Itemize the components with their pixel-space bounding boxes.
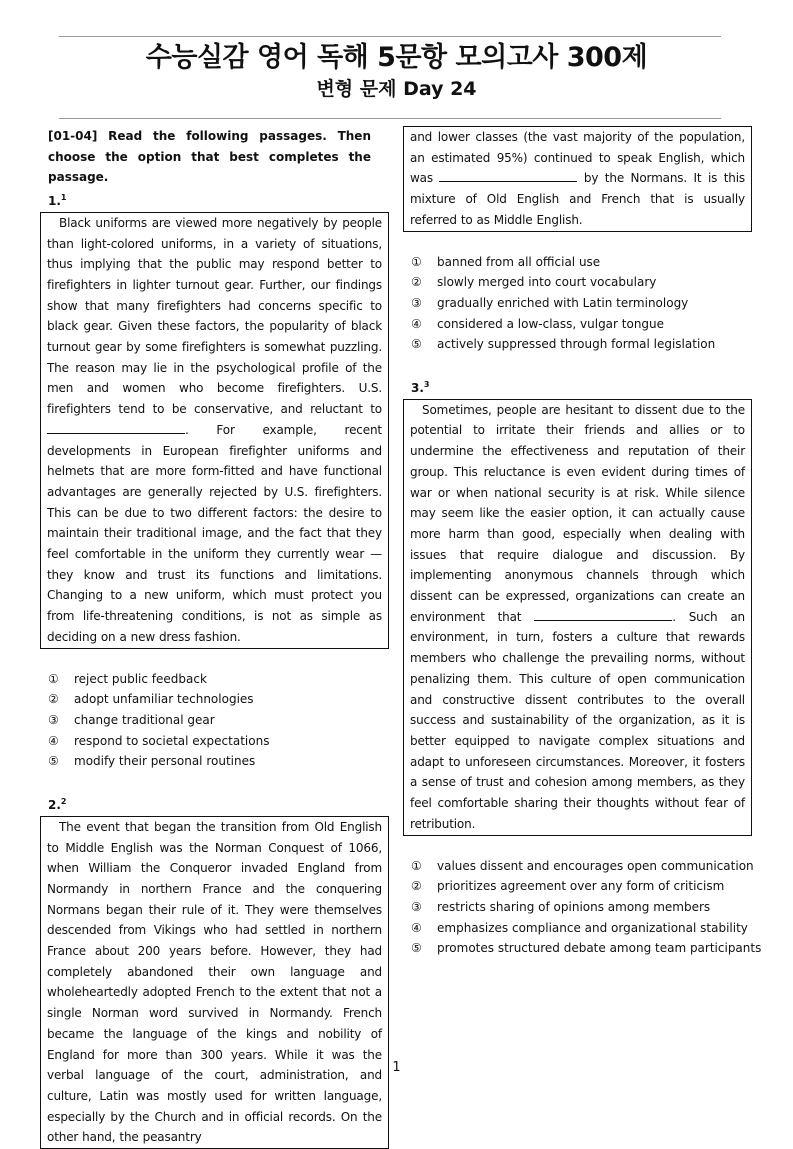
option-item[interactable]: ② slowly merged into court vocabulary <box>411 275 657 290</box>
question-1-number <box>40 188 389 212</box>
question-3-passage <box>403 399 752 836</box>
passage-text: . Such an environment, in turn, fosters a culture that rewards members who challenge the prevailing norms, without penalizing them. This culture of open communication and constructive dissent contributes to the overall success and sustainability of the organization, as it is better equipped to navigate complex situations and adapt to unforeseen circumstances. Moreover, it fosters a sense of trust and cohesion among members, as they feel comfortable sharing their thoughts without fear of retribution. <box>410 609 745 831</box>
option-item[interactable]: ④ respond to societal expectations <box>48 733 270 748</box>
question-3-options <box>403 856 762 960</box>
question-2-passage-part2 <box>403 126 752 232</box>
left-column <box>40 126 389 1149</box>
option-item[interactable]: ② adopt unfamiliar technologies <box>48 692 254 707</box>
page-number: 1 <box>392 1060 401 1075</box>
option-item[interactable]: ⑤ modify their personal routines <box>48 754 256 769</box>
option-item[interactable]: ③ gradually enriched with Latin terminology <box>411 295 689 310</box>
option-item[interactable]: ① reject public feedback <box>48 671 207 686</box>
option-item[interactable]: ④ considered a low-class, vulgar tongue <box>411 316 665 331</box>
option-item[interactable]: ③ restricts sharing of opinions among members <box>411 899 711 914</box>
right-column <box>403 126 762 959</box>
passage-text: Black uniforms are viewed more negatively by people than light-colored uniforms, in a variety of situations, thus implying that the public may respond better to firefighters in lighter turnout gear. Further, our findings show that many firefighters had concerns specific to black gear. Given these factors, the popularity of black turnout gear by some firefighters is somewhat puzzling. The reason may lie in the psychological profile of the men and women who become firefighters. U.S. firefighters tend to be conservative, and reluctant to <box>47 215 382 417</box>
header-bottom-rule <box>59 118 721 119</box>
question-1-options <box>40 669 389 773</box>
passage-text: by the Normans. It is this mixture of Old English and French that is usually referred to as Middle English. <box>410 171 745 227</box>
question-1-passage <box>40 212 389 649</box>
question-number-label: 2. <box>48 798 61 813</box>
question-number-label: 3. <box>411 381 424 396</box>
answer-blank <box>439 169 577 182</box>
question-3-number <box>403 375 752 399</box>
question-2-number <box>40 792 389 816</box>
page-subtitle: 변형 문제 Day 24 <box>316 78 477 100</box>
passage-text: Sometimes, people are hesitant to dissent due to the potential to irritate their friends and allies or to undermine the effectiveness and reputation of their group. This reluctance is even evident during times of war or when national security is at risk. While silence may seem like the easier option, it can actually cause more harm than good, especially when dealing with issues that require dialogue and discussion. By implementing anonymous channels through which dissent can be expressed, organizations can create an environment that <box>410 402 745 624</box>
passage-text: . For example, recent developments in European firefighter uniforms and helmets that are more form-fitted and have functional advantages are generally rejected by U.S. firefighters. This can be due to two different factors: the desire to maintain their traditional image, and the fact that they feel comfortable in the uniform they currently wear — they know and trust its functions and limitations. Changing to a new uniform, which must protect you from life-threatening conditions, is not as simple as deciding on a new dress fashion. <box>47 422 382 644</box>
option-item[interactable]: ⑤ actively suppressed through formal legislation <box>411 337 716 352</box>
option-item[interactable]: ① values dissent and encourages open communication <box>411 858 754 873</box>
question-2-passage-part1 <box>40 816 389 1149</box>
option-item[interactable]: ② prioritizes agreement over any form of criticism <box>411 879 725 894</box>
option-item[interactable]: ③ change traditional gear <box>48 712 215 727</box>
passage-text: and lower classes (the vast majority of the population, an estimated 95%) continued to speak English, which was <box>410 130 745 186</box>
footnote-marker: 2 <box>60 797 67 807</box>
instructions: [01-04] Read the following passages. Then choose the option that best completes the passage. <box>48 129 371 185</box>
option-item[interactable]: ① banned from all official use <box>411 254 601 269</box>
option-item[interactable]: ⑤ promotes structured debate among team participants <box>411 941 762 956</box>
footnote-marker: 1 <box>60 193 67 203</box>
header-top-rule <box>59 36 721 37</box>
option-item[interactable]: ④ emphasizes compliance and organizational stability <box>411 920 748 935</box>
footnote-marker: 3 <box>423 380 430 390</box>
question-number-label: 1. <box>48 194 61 209</box>
page-title: 수능실감 영어 독해 5문항 모의고사 300제 <box>145 42 648 73</box>
answer-blank <box>47 421 185 434</box>
passage-text: The event that began the transition from Old English to Middle English was the Norman Conquest of 1066, when William the Conqueror invaded England from Normandy in northern France and the conquering Normans began their rule of it. They were themselves descended from Vikings who had settled in northern France about 200 years before. However, they had completely abandoned their own language and wholeheartedly adopted French to the extent that not a single Norman word survived in Normandy. French became the language of the kings and nobility of England for more than 300 years. While it was the verbal language of the court, administration, and culture, Latin was mostly used for written language, especially by the Church and in official records. On the other hand, the peasantry <box>47 819 382 1145</box>
answer-blank <box>534 608 672 621</box>
question-2-options <box>403 252 752 356</box>
